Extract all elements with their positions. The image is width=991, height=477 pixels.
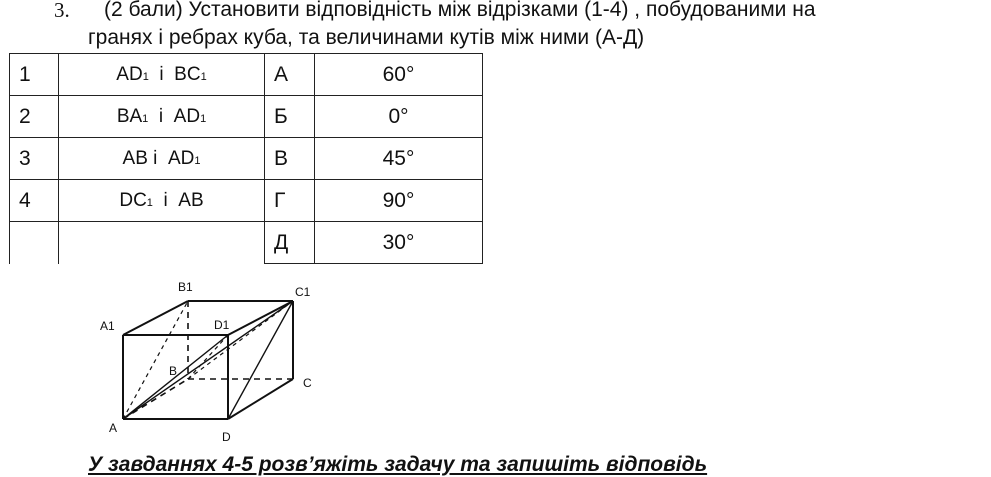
answer-letter: Д bbox=[265, 222, 315, 264]
hidden-segment-b-d1 bbox=[188, 335, 228, 379]
section-instruction: У завданнях 4-5 розв’яжіть задачу та запишіть відповідь bbox=[88, 453, 708, 476]
task-statement-line-2: гранях і ребрах куба, та величинами кутів між ними (А-Д) bbox=[88, 26, 645, 49]
table-row bbox=[10, 222, 483, 264]
angle-value: 0° bbox=[315, 96, 483, 138]
table-row bbox=[10, 180, 483, 222]
row-number: 2 bbox=[10, 96, 59, 138]
segment-pair: BA1 і AD1 bbox=[59, 96, 265, 138]
vertex-label-b1: B1 bbox=[178, 280, 193, 294]
angle-value: 45° bbox=[315, 138, 483, 180]
answer-letter: В bbox=[265, 138, 315, 180]
answer-letter: Г bbox=[265, 180, 315, 222]
vertex-label-b: B bbox=[169, 364, 178, 378]
task-statement-line-1: (2 бали) Установити відповідність між відрізками (1-4) , побудованими на bbox=[104, 0, 816, 21]
row-number bbox=[10, 222, 59, 264]
vertex-label-d: D bbox=[222, 430, 231, 444]
angle-value: 30° bbox=[315, 222, 483, 264]
hidden-edge-a-b bbox=[123, 379, 188, 419]
cube-diagram bbox=[96, 277, 336, 447]
vertex-label-c1: C1 bbox=[295, 285, 311, 299]
angle-value: 90° bbox=[315, 180, 483, 222]
matching-table bbox=[9, 53, 483, 264]
segment-pair: DC1 і AB bbox=[59, 180, 265, 222]
vertex-label-d1: D1 bbox=[214, 318, 230, 332]
vertex-label-c: C bbox=[303, 376, 312, 390]
row-number: 3 bbox=[10, 138, 59, 180]
table-row bbox=[10, 54, 483, 96]
table-row bbox=[10, 96, 483, 138]
vertex-label-a: A bbox=[109, 421, 118, 435]
edge-d-c bbox=[228, 379, 293, 419]
segment-a-c1 bbox=[123, 301, 293, 419]
row-number: 1 bbox=[10, 54, 59, 96]
vertex-label-a1: A1 bbox=[100, 319, 115, 333]
task-number: 3. bbox=[54, 0, 70, 22]
angle-value: 60° bbox=[315, 54, 483, 96]
answer-letter: А bbox=[265, 54, 315, 96]
segment-pair bbox=[59, 222, 265, 264]
answer-letter: Б bbox=[265, 96, 315, 138]
segment-pair: AD1 і BC1 bbox=[59, 54, 265, 96]
segment-pair: AB і AD1 bbox=[59, 138, 265, 180]
row-number: 4 bbox=[10, 180, 59, 222]
table-row bbox=[10, 138, 483, 180]
